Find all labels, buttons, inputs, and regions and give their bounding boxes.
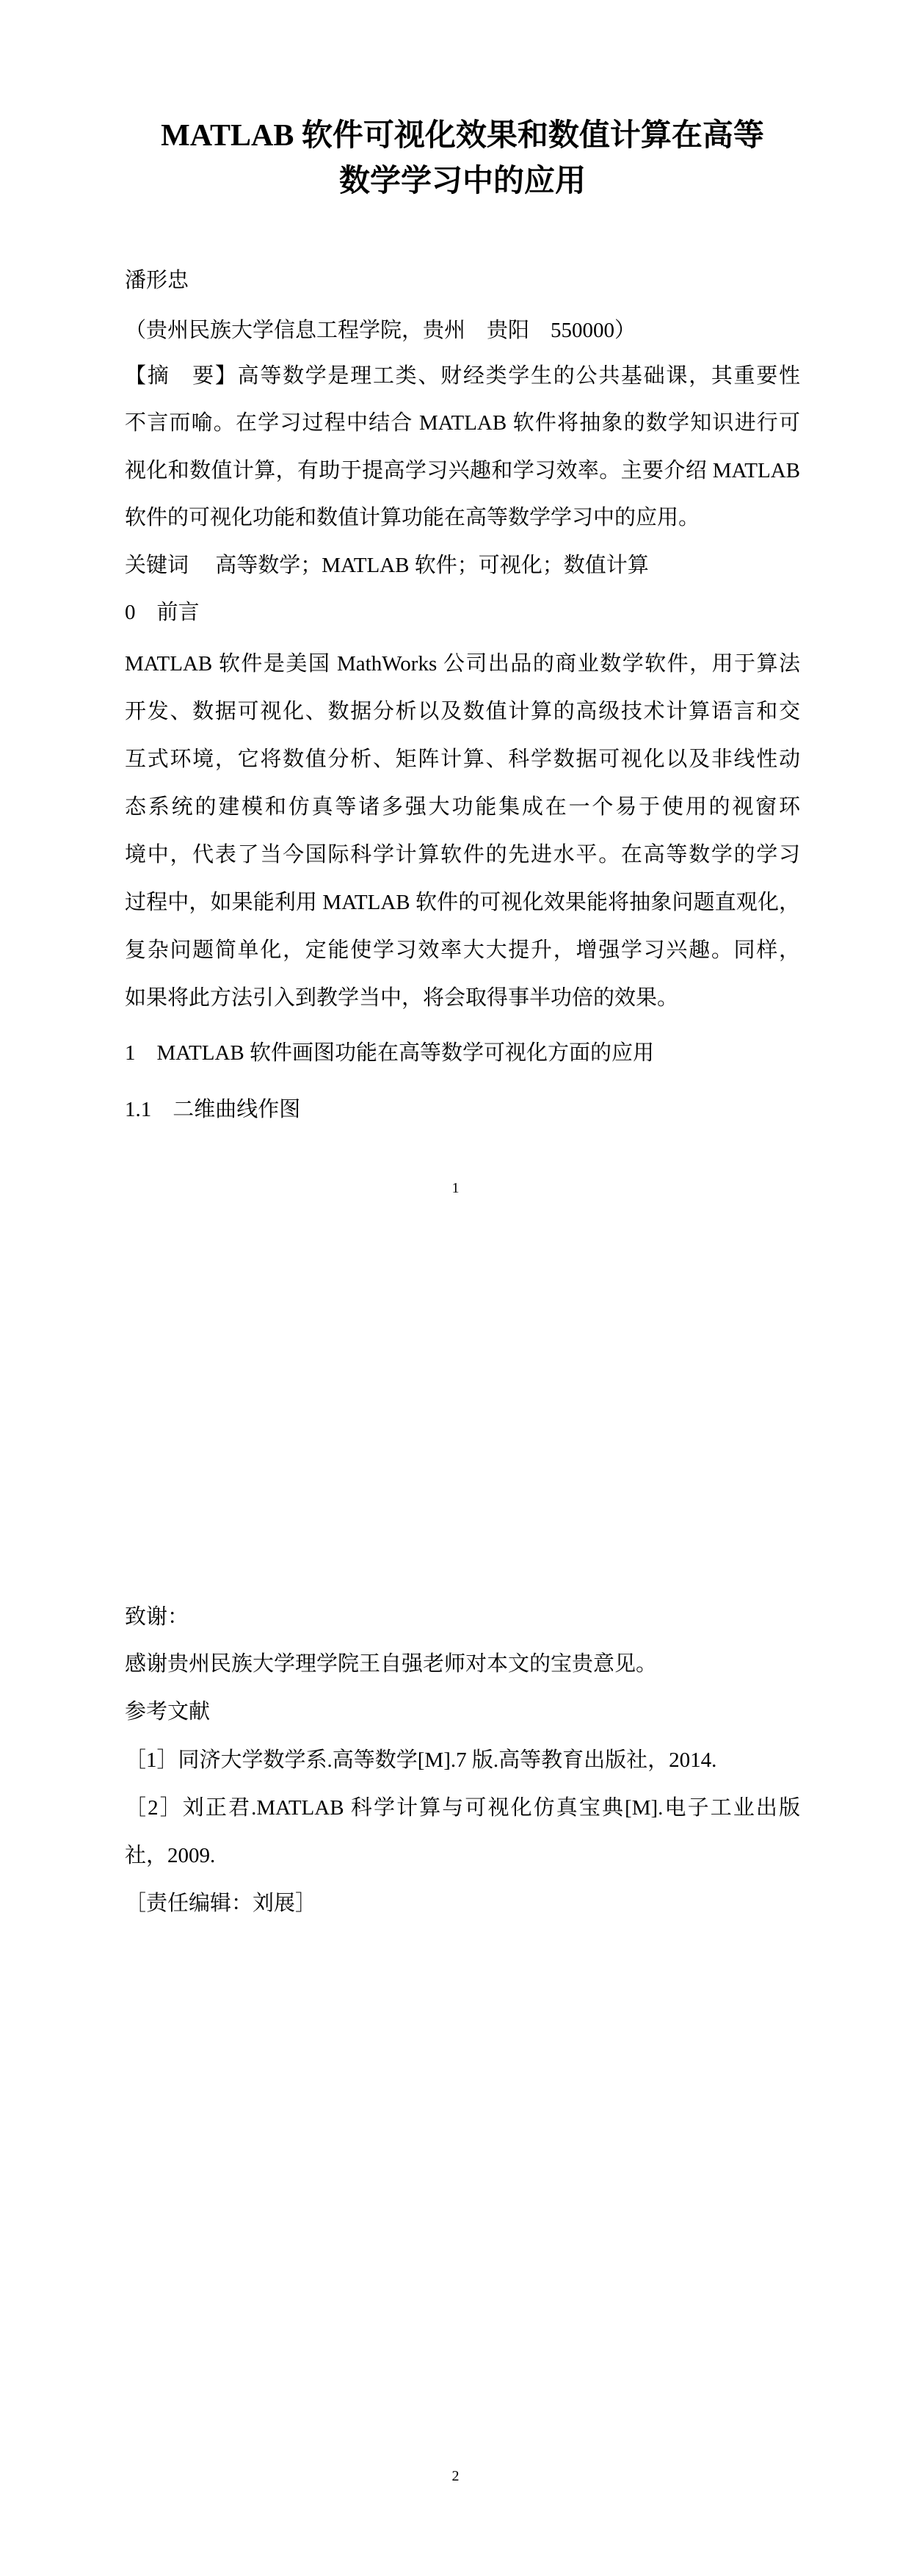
intro-line-7: 复杂问题简单化，定能使学习效率大大提升，增强学习兴趣。同样， xyxy=(125,938,800,962)
abstract-line-1: 【摘 要】高等数学是理工类、财经类学生的公共基础课，其重要性 xyxy=(125,364,800,388)
editor-note: ［责任编辑：刘展］ xyxy=(125,1892,317,1915)
page-1-number: 1 xyxy=(451,1180,460,1196)
author-name: 潘形忠 xyxy=(125,269,189,292)
references-heading: 参考文献 xyxy=(125,1700,211,1723)
section-1-1-heading: 1.1 二维曲线作图 xyxy=(125,1098,301,1121)
intro-line-6: 过程中，如果能利用 MATLAB 软件的可视化效果能将抽象问题直观化， xyxy=(125,891,800,914)
acknowledgement-text: 感谢贵州民族大学理学院王自强老师对本文的宝贵意见。 xyxy=(125,1652,658,1676)
reference-item-2-line-2: 社，2009. xyxy=(125,1844,216,1867)
reference-item-1: ［1］同济大学数学系.高等数学[M].7 版.高等教育出版社，2014. xyxy=(125,1748,717,1772)
intro-line-1: MATLAB 软件是美国 MathWorks 公司出品的商业数学软件，用于算法 xyxy=(125,652,800,676)
page-2 xyxy=(0,1288,911,2576)
section-1-heading: 1 MATLAB 软件画图功能在高等数学可视化方面的应用 xyxy=(125,1041,654,1065)
intro-line-8: 如果将此方法引入到教学当中，将会取得事半功倍的效果。 xyxy=(125,986,679,1010)
intro-line-4: 态系统的建模和仿真等诸多强大功能集成在一个易于使用的视窗环 xyxy=(125,795,800,819)
abstract-line-4: 软件的可视化功能和数值计算功能在高等数学学习中的应用。 xyxy=(125,506,700,529)
affiliation: （贵州民族大学信息工程学院，贵州 贵阳 550000） xyxy=(125,319,636,342)
abstract-line-2: 不言而喻。在学习过程中结合 MATLAB 软件将抽象的数学知识进行可 xyxy=(125,411,800,435)
intro-line-2: 开发、数据可视化、数据分析以及数值计算的高级技术计算语言和交 xyxy=(125,700,800,723)
reference-item-2-line-1: ［2］刘正君.MATLAB 科学计算与可视化仿真宝典[M].电子工业出版 xyxy=(125,1796,800,1820)
keywords-line: 关键词 高等数学；MATLAB 软件；可视化；数值计算 xyxy=(125,554,649,577)
paper-title-line-1: MATLAB 软件可视化效果和数值计算在高等 xyxy=(161,119,764,153)
intro-line-5: 境中，代表了当今国际科学计算软件的先进水平。在高等数学的学习 xyxy=(125,843,800,866)
section-0-heading: 0 前言 xyxy=(125,601,200,624)
page-2-number: 2 xyxy=(451,2468,460,2484)
abstract-line-3: 视化和数值计算，有助于提高学习兴趣和学习效率。主要介绍 MATLAB xyxy=(125,459,800,482)
acknowledgement-heading: 致谢： xyxy=(125,1605,189,1629)
intro-line-3: 互式环境，它将数值分析、矩阵计算、科学数据可视化以及非线性动 xyxy=(125,748,800,771)
paper-title-line-2: 数学学习中的应用 xyxy=(338,164,586,198)
